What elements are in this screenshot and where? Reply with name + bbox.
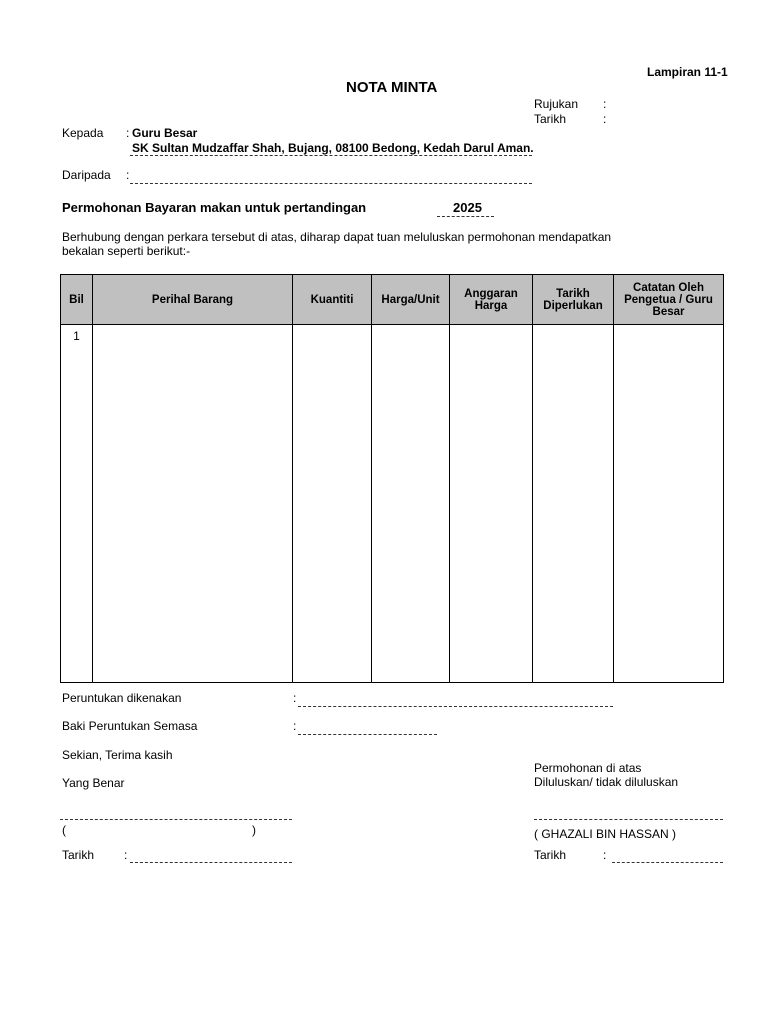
baki-colon: : [293, 719, 297, 733]
kepada-recipient: Guru Besar [132, 126, 198, 140]
tarikh-header-colon: : [603, 112, 607, 126]
baki-field[interactable] [298, 734, 437, 735]
col-header-kuantiti: Kuantiti [293, 275, 372, 325]
kepada-address: SK Sultan Mudzaffar Shah, Bujang, 08100 Bedong, Kedah Darul Aman. [132, 141, 534, 155]
cell-perihal-barang[interactable] [93, 325, 293, 683]
approver-date-colon: : [603, 848, 607, 862]
approver-name: ( GHAZALI BIN HASSAN ) [534, 827, 677, 841]
col-header-anggaran-harga: Anggaran Harga [450, 275, 533, 325]
subject-year: 2025 [453, 200, 482, 215]
col-header-bil: Bil [61, 275, 93, 325]
page-title: NOTA MINTA [346, 79, 438, 96]
cell-tarikh-diperlukan[interactable] [533, 325, 614, 683]
requester-date-field[interactable] [130, 862, 292, 863]
thanks-text: Sekian, Terima kasih [62, 748, 173, 762]
cell-anggaran-harga[interactable] [450, 325, 533, 683]
peruntukan-colon: : [293, 691, 297, 705]
rujukan-colon: : [603, 97, 607, 111]
items-table [60, 274, 724, 683]
year-underline [437, 216, 494, 217]
peruntukan-field[interactable] [298, 706, 613, 707]
intro-line-2: bekalan seperti berikut:- [62, 244, 191, 258]
requester-date-colon: : [124, 848, 128, 862]
approval-line-2: Diluluskan/ tidak diluluskan [534, 775, 679, 789]
signoff-text: Yang Benar [62, 776, 125, 790]
tarikh-header-label: Tarikh [534, 112, 567, 126]
daripada-field[interactable] [130, 183, 532, 184]
name-paren-close: ) [252, 823, 256, 837]
cell-kuantiti[interactable] [293, 325, 372, 683]
intro-line-1: Berhubung dengan perkara tersebut di atas, diharap dapat tuan meluluskan permohonan mendapatkan [62, 230, 612, 244]
peruntukan-label: Peruntukan dikenakan [62, 691, 182, 705]
approver-signature-line[interactable] [534, 819, 723, 820]
approval-line-1: Permohonan di atas [534, 761, 642, 775]
cell-catatan[interactable] [614, 325, 724, 683]
rujukan-label: Rujukan [534, 97, 579, 111]
cell-harga-unit[interactable] [372, 325, 450, 683]
lampiran-label: Lampiran 11-1 [647, 65, 728, 79]
table-header-row [61, 275, 724, 325]
kepada-underline [130, 155, 532, 156]
daripada-label: Daripada [62, 168, 111, 182]
requester-signature-line[interactable] [60, 819, 292, 820]
approver-date-field[interactable] [612, 862, 723, 863]
col-header-catatan: Catatan Oleh Pengetua / Guru Besar [614, 275, 724, 325]
daripada-colon: : [126, 168, 130, 182]
kepada-label: Kepada [62, 126, 104, 140]
kepada-colon: : [126, 126, 130, 140]
baki-label: Baki Peruntukan Semasa [62, 719, 198, 733]
col-header-harga-unit: Harga/Unit [372, 275, 450, 325]
subject-text: Permohonan Bayaran makan untuk pertandingan [62, 200, 367, 215]
table-row [61, 325, 724, 683]
cell-bil: 1 [61, 325, 93, 683]
col-header-tarikh-diperlukan: Tarikh Diperlukan [533, 275, 614, 325]
col-header-perihal-barang: Perihal Barang [93, 275, 293, 325]
name-paren-open: ( [62, 823, 66, 837]
approver-date-label: Tarikh [534, 848, 567, 862]
requester-date-label: Tarikh [62, 848, 95, 862]
